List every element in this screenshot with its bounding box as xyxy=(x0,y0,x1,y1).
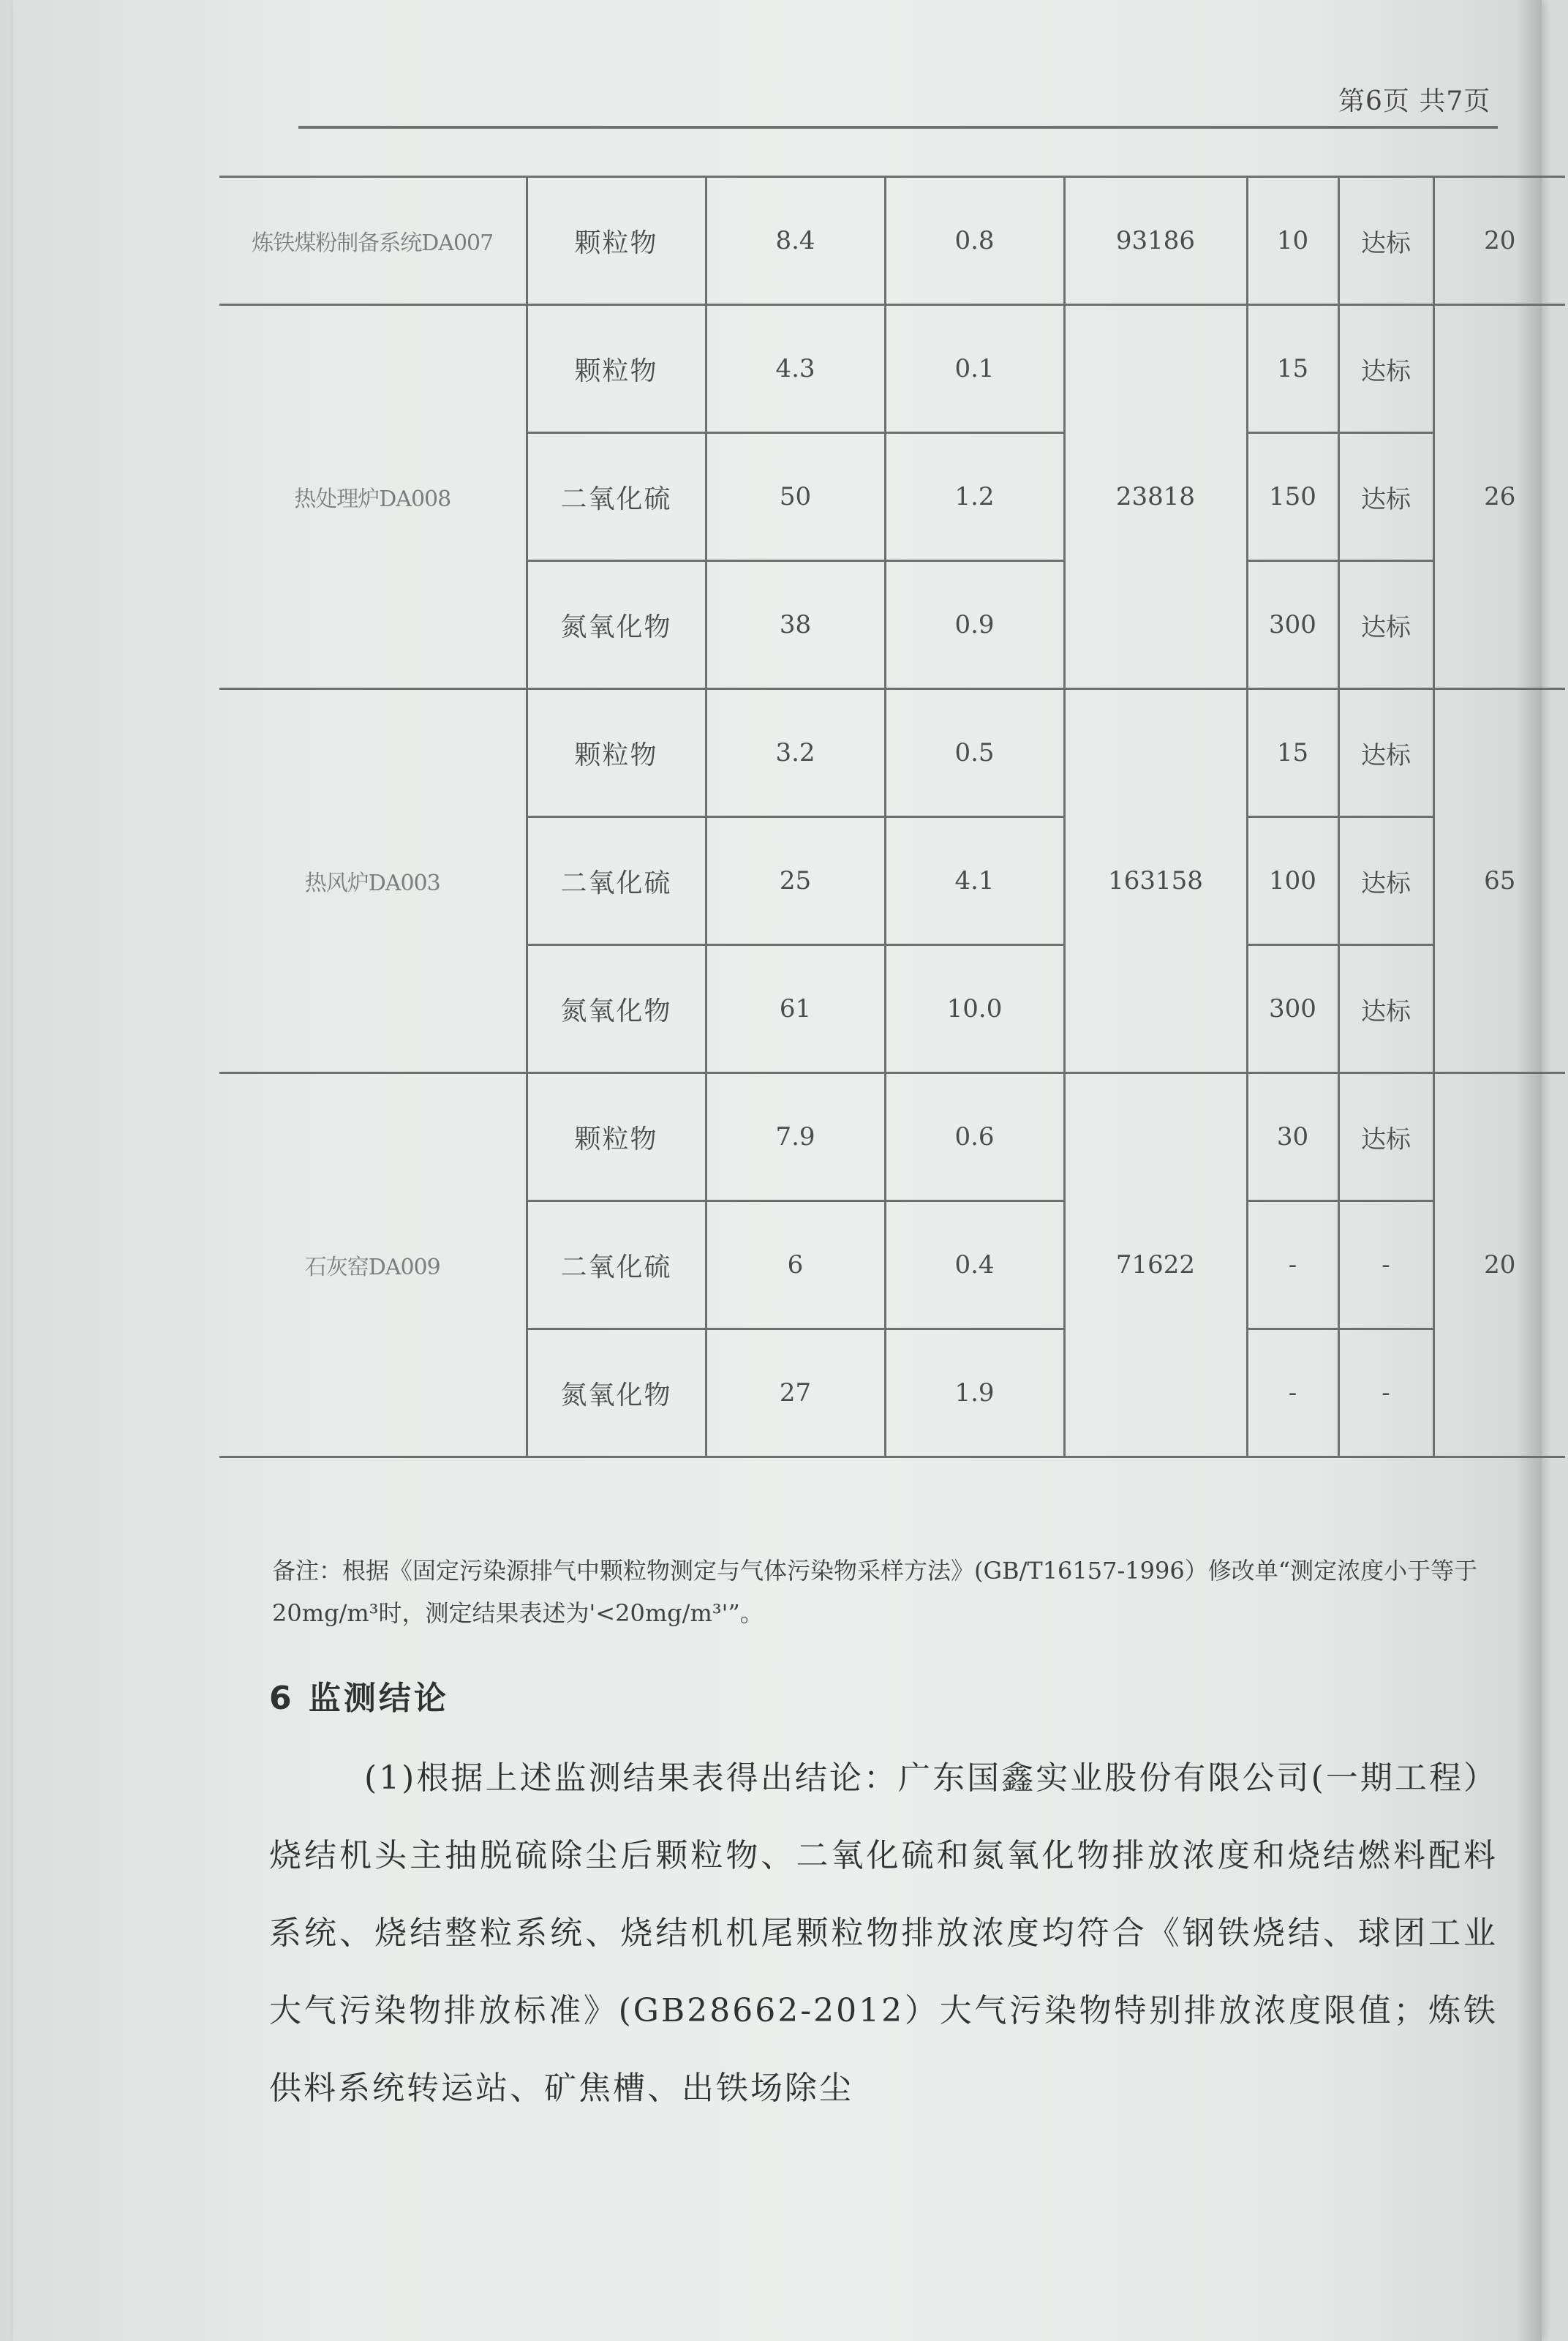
pollutant-cell: 颗粒物 xyxy=(527,1073,706,1201)
limit-cell: 15 xyxy=(1247,305,1338,433)
monitoring-results-table xyxy=(219,176,1565,1458)
emission-rate-cell: 0.9 xyxy=(885,561,1064,689)
limit-cell: - xyxy=(1247,1329,1338,1457)
pollutant-cell: 二氧化硫 xyxy=(527,817,706,945)
result-cell: 达标 xyxy=(1338,1073,1433,1201)
emission-source-cell: 热风炉DA003 xyxy=(219,689,527,1073)
result-cell: - xyxy=(1338,1201,1433,1329)
emission-rate-cell: 0.8 xyxy=(885,177,1064,305)
emission-rate-cell: 0.4 xyxy=(885,1201,1064,1329)
stack-height-cell: 20 xyxy=(1433,1073,1565,1457)
pollutant-cell: 颗粒物 xyxy=(527,689,706,817)
flow-rate-cell: 163158 xyxy=(1064,689,1247,1073)
concentration-cell: 6 xyxy=(706,1201,885,1329)
emission-rate-cell: 0.6 xyxy=(885,1073,1064,1201)
section-heading: 6 监测结论 xyxy=(269,1680,449,1717)
flow-rate-cell: 93186 xyxy=(1064,177,1247,305)
stack-height-cell: 26 xyxy=(1433,305,1565,689)
table-footnote: 备注：根据《固定污染源排气中颗粒物测定与气体污染物采样方法》(GB/T16157-1996）修改单“测定浓度小于等于20mg/m³时，测定结果表述为'<20mg/m³'”。 xyxy=(272,1557,1478,1627)
result-cell: 达标 xyxy=(1338,817,1433,945)
pollutant-cell: 氮氧化物 xyxy=(527,1329,706,1457)
table-row xyxy=(219,305,1565,433)
concentration-cell: 25 xyxy=(706,817,885,945)
concentration-cell: 8.4 xyxy=(706,177,885,305)
result-cell: 达标 xyxy=(1338,177,1433,305)
pollutant-cell: 二氧化硫 xyxy=(527,1201,706,1329)
emission-source-cell: 石灰窑DA009 xyxy=(219,1073,527,1457)
concentration-cell: 27 xyxy=(706,1329,885,1457)
emission-rate-cell: 0.1 xyxy=(885,305,1064,433)
pollutant-cell: 氮氧化物 xyxy=(527,945,706,1073)
result-cell: 达标 xyxy=(1338,433,1433,561)
emission-rate-cell: 1.2 xyxy=(885,433,1064,561)
emission-rate-cell: 10.0 xyxy=(885,945,1064,1073)
limit-cell: 150 xyxy=(1247,433,1338,561)
limit-cell: 10 xyxy=(1247,177,1338,305)
concentration-cell: 50 xyxy=(706,433,885,561)
result-cell: 达标 xyxy=(1338,945,1433,1073)
limit-cell: 30 xyxy=(1247,1073,1338,1201)
result-cell: - xyxy=(1338,1329,1433,1457)
concentration-cell: 38 xyxy=(706,561,885,689)
table-row xyxy=(219,689,1565,817)
limit-cell: 300 xyxy=(1247,561,1338,689)
flow-rate-cell: 71622 xyxy=(1064,1073,1247,1457)
pollutant-cell: 颗粒物 xyxy=(527,177,706,305)
result-cell: 达标 xyxy=(1338,305,1433,433)
limit-cell: 100 xyxy=(1247,817,1338,945)
conclusion-paragraph: (1)根据上述监测结果表得出结论：广东国鑫实业股份有限公司(一期工程）烧结机头主抽脱硫除尘后颗粒物、二氧化硫和氮氧化物排放浓度和烧结燃料配料系统、烧结整粒系统、烧结机机尾颗粒物排放浓度均符合《钢铁烧结、球团工业大气污染物排放标准》(GB28662-2012）大气污染物特别排放浓度限值；炼铁供料系统转运站、矿焦槽、出铁场除尘 xyxy=(269,1759,1498,2107)
limit-cell: 300 xyxy=(1247,945,1338,1073)
stack-height-cell: 20 xyxy=(1433,177,1565,305)
emission-rate-cell: 1.9 xyxy=(885,1329,1064,1457)
emission-rate-cell: 0.5 xyxy=(885,689,1064,817)
concentration-cell: 4.3 xyxy=(706,305,885,433)
result-cell: 达标 xyxy=(1338,561,1433,689)
limit-cell: - xyxy=(1247,1201,1338,1329)
table-row xyxy=(219,177,1565,305)
pollutant-cell: 氮氧化物 xyxy=(527,561,706,689)
page-number: 第6页 共7页 xyxy=(1338,86,1491,116)
emission-source-cell: 炼铁煤粉制备系统DA007 xyxy=(219,177,527,305)
stack-height-cell: 65 xyxy=(1433,689,1565,1073)
header-rule xyxy=(298,126,1498,129)
concentration-cell: 7.9 xyxy=(706,1073,885,1201)
emission-rate-cell: 4.1 xyxy=(885,817,1064,945)
limit-cell: 15 xyxy=(1247,689,1338,817)
table-row xyxy=(219,1073,1565,1201)
flow-rate-cell: 23818 xyxy=(1064,305,1247,689)
concentration-cell: 61 xyxy=(706,945,885,1073)
concentration-cell: 3.2 xyxy=(706,689,885,817)
pollutant-cell: 颗粒物 xyxy=(527,305,706,433)
result-cell: 达标 xyxy=(1338,689,1433,817)
emission-source-cell: 热处理炉DA008 xyxy=(219,305,527,689)
pollutant-cell: 二氧化硫 xyxy=(527,433,706,561)
